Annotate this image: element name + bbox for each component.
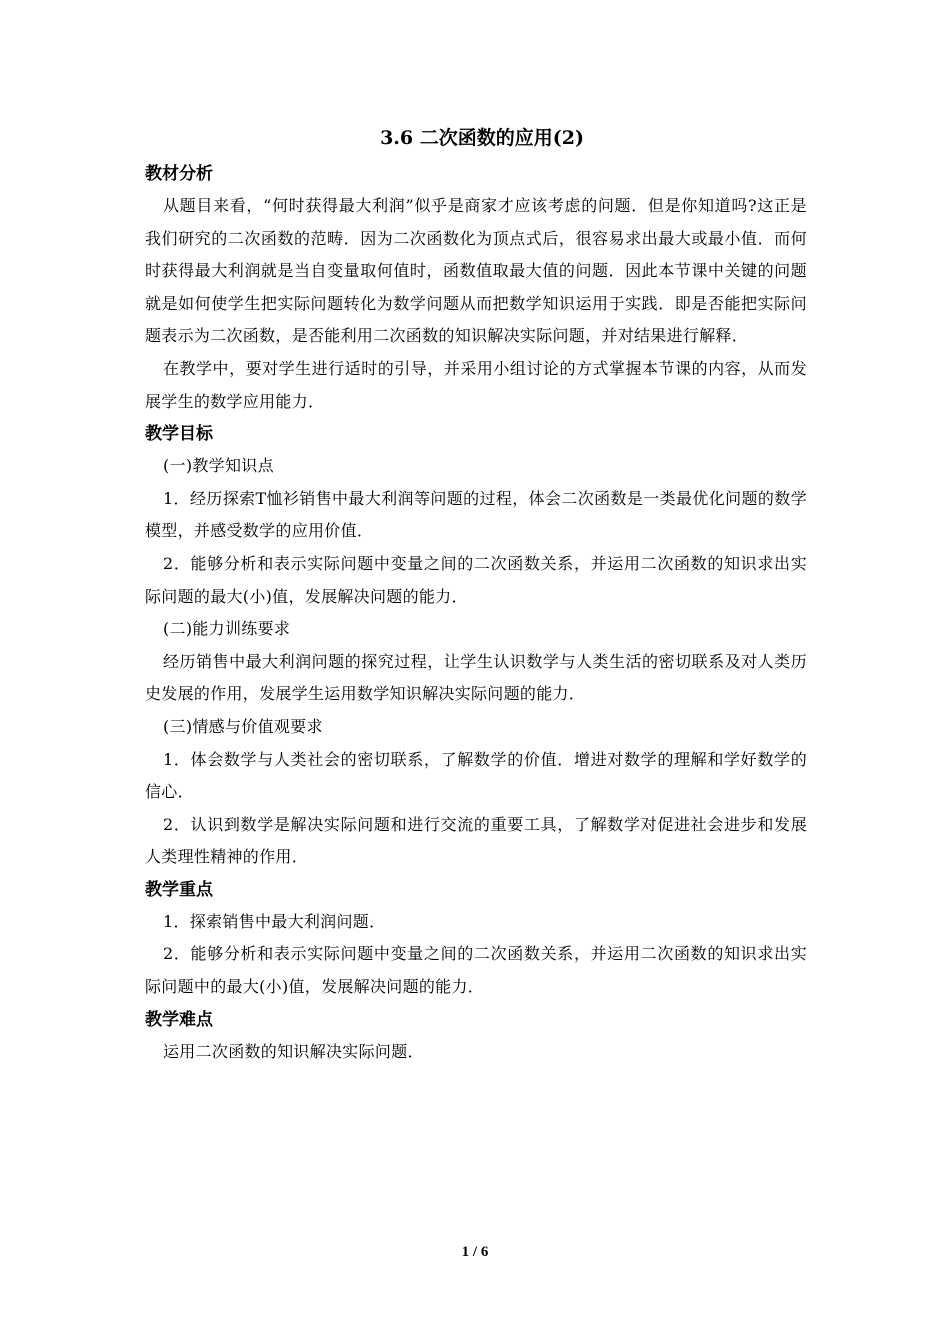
- heading-analysis: 教材分析: [145, 164, 213, 184]
- heading-difficulty: 教学难点: [145, 1009, 213, 1030]
- subheading-values: (三)情感与价值观要求: [163, 716, 323, 736]
- subheading-ability: (二)能力训练要求: [163, 619, 291, 639]
- paragraph-analysis-1: 从题目来看，“何时获得最大利润”似乎是商家才应该考虑的问题．但是你知道吗?这正是我们研究的二次函数的范畴．因为二次函数化为顶点式后，很容易求出最大或最小值．而何时获得最大利润就是当自变量取何值时，函数值取最大值的问题．因此本节课中关键的问题就是如何使学生把实际问题转化为数学问题从而把数学知识运用于实践．即是否能把实际问题表示为二次函数，是否能利用二次函数的知识解决实际问题，并对结果进行解释．: [145, 196, 807, 346]
- page-number: 1 / 6: [461, 1244, 489, 1260]
- goal-item-2: 2．能够分析和表示实际问题中变量之间的二次函数关系，并运用二次函数的知识求出实际问题的最大(小)值，发展解决问题的能力．: [145, 553, 807, 606]
- document-body: [145, 118, 807, 1068]
- paragraph-difficulty: 运用二次函数的知识解决实际问题．: [163, 1041, 424, 1061]
- key-item-1: 1．探索销售中最大利润问题．: [163, 911, 386, 931]
- key-item-2: 2．能够分析和表示实际问题中变量之间的二次函数关系，并运用二次函数的知识求出实际问题中的最大(小)值，发展解决问题的能力．: [145, 944, 807, 997]
- goal-item-1: 1．经历探索T恤衫销售中最大利润等问题的过程，体会二次函数是一类最优化问题的数学模型，并感受数学的应用价值．: [145, 488, 807, 541]
- heading-goals: 教学目标: [145, 424, 213, 445]
- heading-key-points: 教学重点: [145, 879, 213, 900]
- paragraph-ability: 经历销售中最大利润问题的探究过程，让学生认识数学与人类生活的密切联系及对人类历史发展的作用，发展学生运用数学知识解决实际问题的能力．: [145, 651, 807, 704]
- subheading-knowledge: (一)教学知识点: [163, 456, 274, 476]
- page-title: 3.6 二次函数的应用(2): [380, 127, 584, 149]
- goal-item-3: 1．体会数学与人类社会的密切联系，了解数学的价值．增进对数学的理解和学好数学的信心．: [145, 749, 807, 802]
- goal-item-4: 2．认识到数学是解决实际问题和进行交流的重要工具，了解数学对促进社会进步和发展人类理性精神的作用．: [145, 814, 807, 867]
- paragraph-analysis-2: 在教学中，要对学生进行适时的引导，并采用小组讨论的方式掌握本节课的内容，从而发展学生的数学应用能力．: [145, 358, 807, 411]
